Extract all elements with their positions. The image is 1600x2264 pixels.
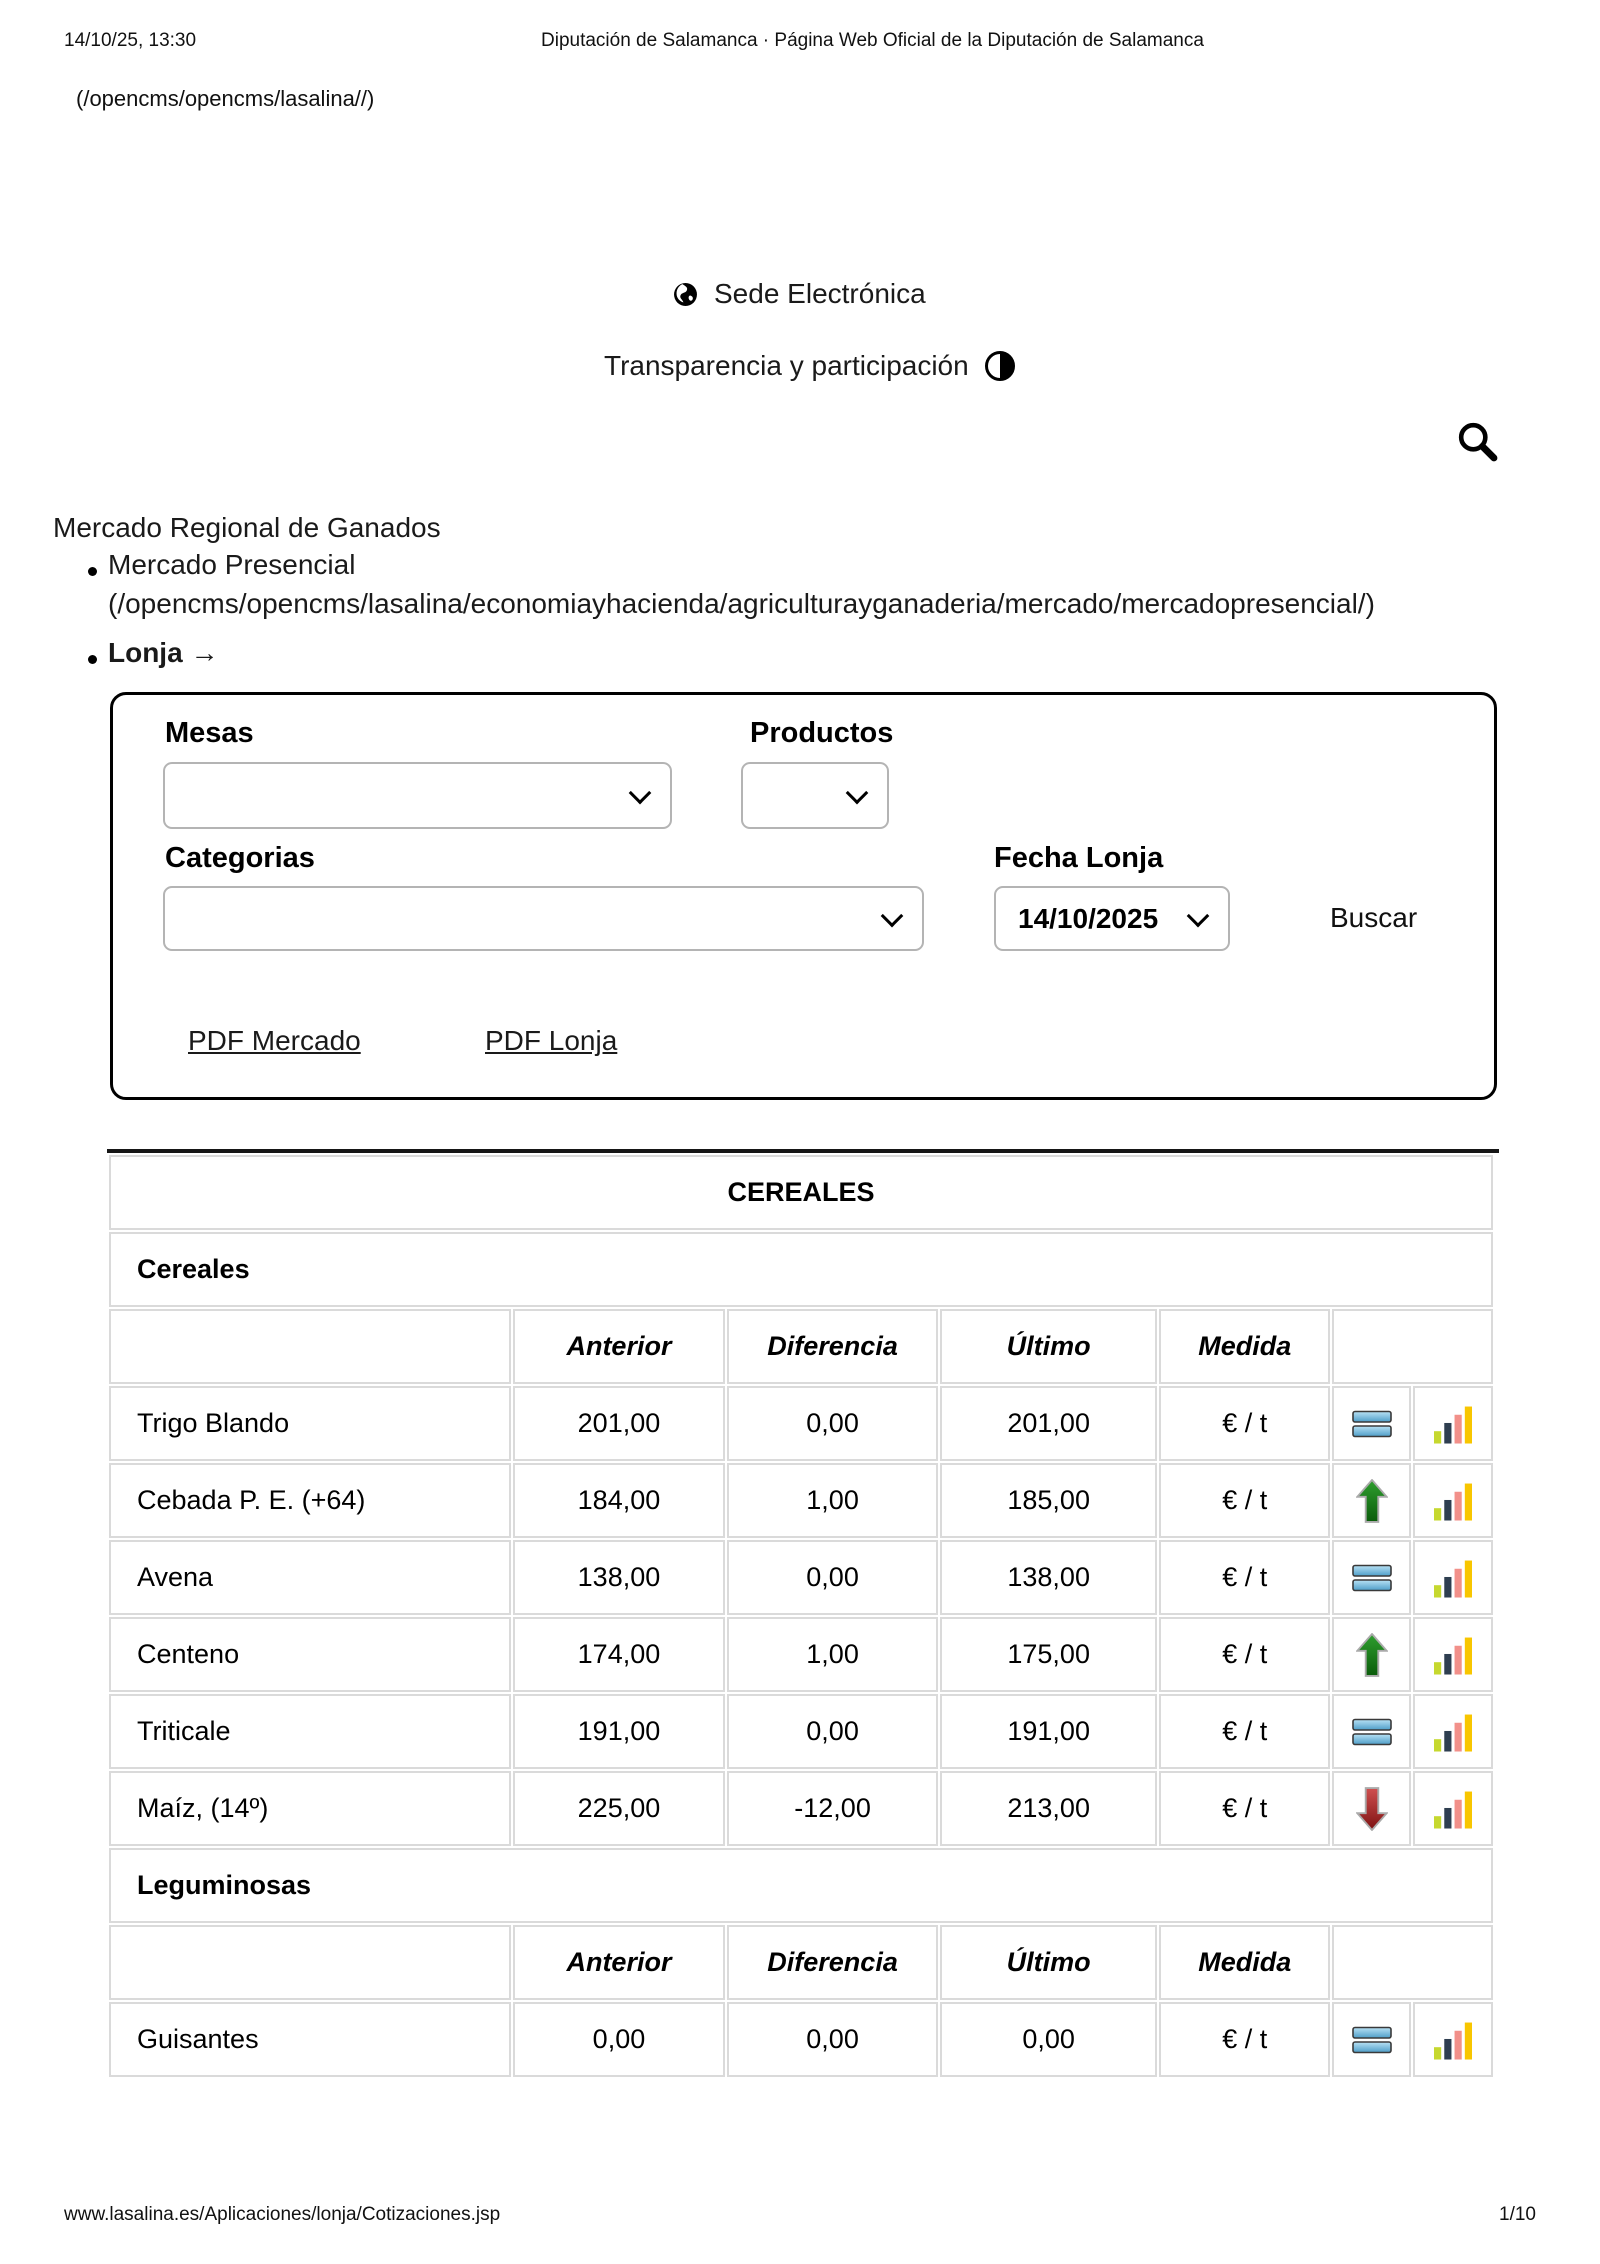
menu-item-mercado-presencial[interactable]: Mercado Presencial	[108, 549, 356, 580]
categorias-select[interactable]	[163, 886, 924, 951]
price-row	[109, 1694, 1493, 1769]
chevron-down-icon	[629, 781, 652, 804]
anterior-value: 0,00	[513, 2002, 725, 2077]
chart-cell[interactable]	[1413, 1617, 1493, 1692]
price-row	[109, 1771, 1493, 1846]
pdf-lonja-link[interactable]: PDF Lonja	[485, 1025, 618, 1056]
column-header-row	[109, 1925, 1493, 2000]
product-name: Triticale	[109, 1694, 511, 1769]
empty-header-cell	[109, 1309, 511, 1384]
empty-header-cell	[1332, 1309, 1493, 1384]
price-history-chart-icon[interactable]	[1434, 1789, 1472, 1829]
transparencia-label: Transparencia y participación	[604, 350, 969, 381]
column-header: Anterior	[513, 1309, 725, 1384]
sede-electronica-link[interactable]	[673, 278, 926, 310]
price-history-chart-icon[interactable]	[1434, 2020, 1472, 2060]
globe-icon	[673, 282, 698, 307]
chart-cell[interactable]	[1413, 1386, 1493, 1461]
diferencia-value: 0,00	[727, 1386, 939, 1461]
anterior-value: 225,00	[513, 1771, 725, 1846]
column-header-row	[109, 1309, 1493, 1384]
ultimo-value: 175,00	[940, 1617, 1157, 1692]
transparencia-link[interactable]	[604, 350, 1015, 382]
productos-label: Productos	[750, 717, 894, 749]
mesas-select[interactable]	[163, 762, 672, 829]
diferencia-value: 0,00	[727, 2002, 939, 2077]
fecha-lonja-label: Fecha Lonja	[994, 842, 1164, 874]
medida-value: € / t	[1159, 1617, 1330, 1692]
chart-cell[interactable]	[1413, 1694, 1493, 1769]
column-header: Último	[940, 1309, 1157, 1384]
medida-value: € / t	[1159, 1386, 1330, 1461]
trend-equal-icon	[1352, 1717, 1392, 1747]
anterior-value: 191,00	[513, 1694, 725, 1769]
chevron-down-icon	[846, 781, 869, 804]
print-header-datetime: 14/10/25, 13:30	[64, 30, 197, 51]
price-row	[109, 1617, 1493, 1692]
trend-up-icon	[1356, 1479, 1388, 1523]
anterior-value: 174,00	[513, 1617, 725, 1692]
product-name: Maíz, (14º)	[109, 1771, 511, 1846]
diferencia-value: 1,00	[727, 1617, 939, 1692]
menu-item-lonja[interactable]	[108, 637, 218, 669]
price-row	[109, 2002, 1493, 2077]
diferencia-value: 0,00	[727, 1694, 939, 1769]
contrast-half-circle-icon	[985, 351, 1015, 381]
table-title-row	[109, 1155, 1493, 1230]
ultimo-value: 138,00	[940, 1540, 1157, 1615]
anterior-value: 201,00	[513, 1386, 725, 1461]
table-title: CEREALES	[109, 1155, 1493, 1230]
price-history-chart-icon[interactable]	[1434, 1404, 1472, 1444]
menu-item-mercado-presencial-url[interactable]: (/opencms/opencms/lasalina/economiayhacienda/agriculturayganaderia/mercado/mercadopresencial/)	[108, 588, 1375, 619]
column-header: Medida	[1159, 1925, 1330, 2000]
section-row	[109, 1232, 1493, 1307]
sede-electronica-label: Sede Electrónica	[714, 278, 926, 309]
section-name: Leguminosas	[109, 1848, 1493, 1923]
ultimo-value: 213,00	[940, 1771, 1157, 1846]
trend-cell	[1332, 1617, 1410, 1692]
lonja-filter-form	[110, 692, 1497, 1100]
fecha-lonja-select[interactable]	[994, 886, 1230, 951]
medida-value: € / t	[1159, 1463, 1330, 1538]
anterior-value: 138,00	[513, 1540, 725, 1615]
price-history-chart-icon[interactable]	[1434, 1481, 1472, 1521]
productos-select[interactable]	[741, 762, 889, 829]
product-name: Guisantes	[109, 2002, 511, 2077]
empty-header-cell	[1332, 1925, 1493, 2000]
chevron-down-icon	[1187, 904, 1210, 927]
diferencia-value: 1,00	[727, 1463, 939, 1538]
trend-equal-icon	[1352, 1563, 1392, 1593]
fecha-lonja-value: 14/10/2025	[1018, 902, 1159, 934]
ultimo-value: 191,00	[940, 1694, 1157, 1769]
trend-up-icon	[1356, 1633, 1388, 1677]
price-row	[109, 1386, 1493, 1461]
medida-value: € / t	[1159, 2002, 1330, 2077]
diferencia-value: 0,00	[727, 1540, 939, 1615]
product-name: Trigo Blando	[109, 1386, 511, 1461]
arrow-right-icon: →	[190, 637, 219, 668]
trend-down-icon	[1356, 1787, 1388, 1831]
ultimo-value: 0,00	[940, 2002, 1157, 2077]
menu-title-mercado-regional: Mercado Regional de Ganados	[53, 512, 441, 543]
ultimo-value: 185,00	[940, 1463, 1157, 1538]
trend-cell	[1332, 1463, 1410, 1538]
trend-equal-icon	[1352, 1409, 1392, 1439]
chart-cell[interactable]	[1413, 1771, 1493, 1846]
chart-cell[interactable]	[1413, 1540, 1493, 1615]
trend-cell	[1332, 1540, 1410, 1615]
column-header: Diferencia	[727, 1925, 939, 2000]
diferencia-value: -12,00	[727, 1771, 939, 1846]
ultimo-value: 201,00	[940, 1386, 1157, 1461]
footer-url: www.lasalina.es/Aplicaciones/lonja/Cotizaciones.jsp	[64, 2204, 501, 2225]
trend-equal-icon	[1352, 2025, 1392, 2055]
chevron-down-icon	[881, 904, 904, 927]
print-header-title: Diputación de Salamanca · Página Web Oficial de la Diputación de Salamanca	[541, 30, 1204, 51]
cereales-price-table	[107, 1149, 1499, 2098]
column-header: Diferencia	[727, 1309, 939, 1384]
price-row	[109, 1463, 1493, 1538]
price-history-chart-icon[interactable]	[1434, 1712, 1472, 1752]
categorias-label: Categorias	[165, 842, 315, 874]
medida-value: € / t	[1159, 1771, 1330, 1846]
trend-cell	[1332, 1386, 1410, 1461]
column-header: Anterior	[513, 1925, 725, 2000]
buscar-button[interactable]: Buscar	[1330, 902, 1418, 933]
price-history-chart-icon[interactable]	[1434, 1635, 1472, 1675]
column-header: Medida	[1159, 1309, 1330, 1384]
chart-cell[interactable]	[1413, 1463, 1493, 1538]
lonja-label: Lonja	[108, 637, 183, 668]
breadcrumb-link[interactable]: (/opencms/opencms/lasalina//)	[76, 86, 375, 111]
mesas-label: Mesas	[165, 717, 254, 749]
footer-page-number: 1/10	[1499, 2204, 1536, 2225]
section-name: Cereales	[109, 1232, 1493, 1307]
product-name: Cebada P. E. (+64)	[109, 1463, 511, 1538]
bullet-icon	[88, 655, 97, 664]
trend-cell	[1332, 1694, 1410, 1769]
product-name: Avena	[109, 1540, 511, 1615]
section-row	[109, 1848, 1493, 1923]
column-header: Último	[940, 1925, 1157, 2000]
empty-header-cell	[109, 1925, 511, 2000]
search-icon[interactable]	[1456, 420, 1502, 471]
price-history-chart-icon[interactable]	[1434, 1558, 1472, 1598]
product-name: Centeno	[109, 1617, 511, 1692]
price-row	[109, 1540, 1493, 1615]
chart-cell[interactable]	[1413, 2002, 1493, 2077]
pdf-mercado-link[interactable]: PDF Mercado	[188, 1025, 361, 1056]
medida-value: € / t	[1159, 1540, 1330, 1615]
bullet-icon	[88, 567, 97, 576]
trend-cell	[1332, 2002, 1410, 2077]
trend-cell	[1332, 1771, 1410, 1846]
medida-value: € / t	[1159, 1694, 1330, 1769]
anterior-value: 184,00	[513, 1463, 725, 1538]
